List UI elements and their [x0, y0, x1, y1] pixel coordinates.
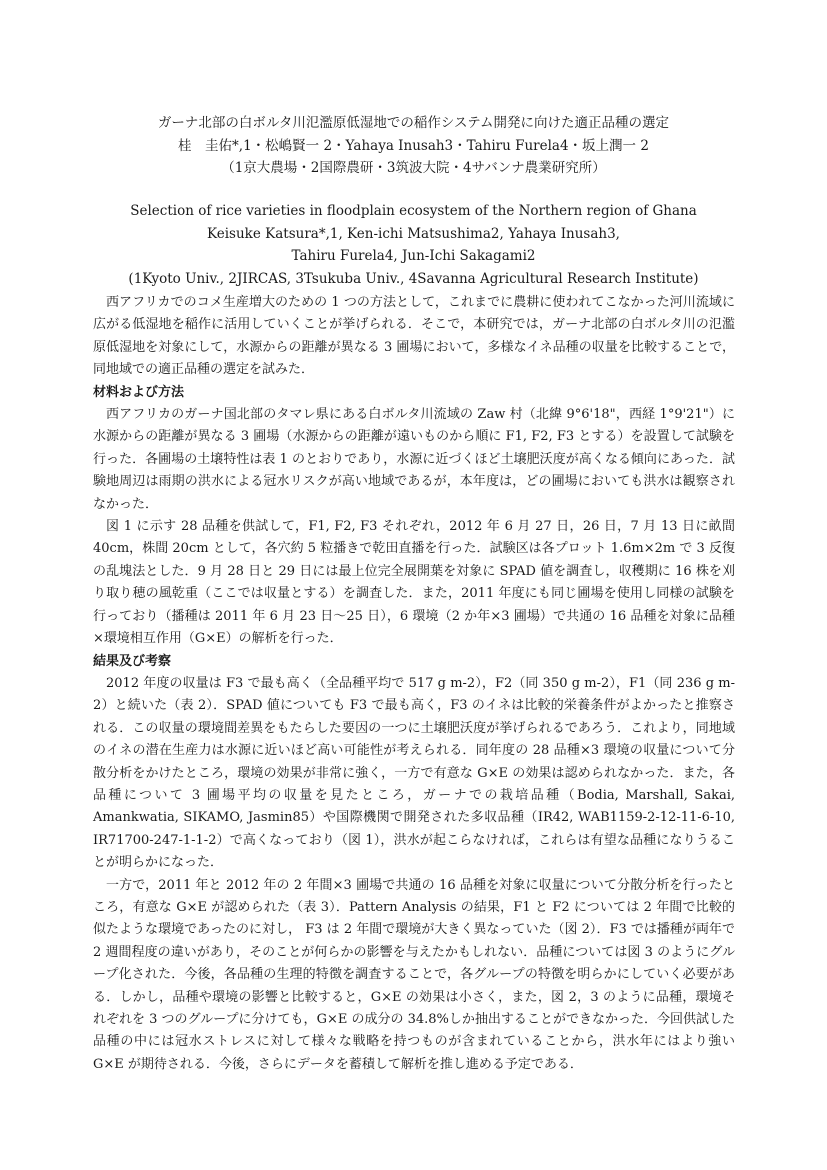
japanese-header: [0, 112, 827, 180]
japanese-title: ガーナ北部の白ボルタ川氾濫原低湿地での稲作システム開発に向けた適正品種の選定: [157, 115, 670, 131]
paper-body: [93, 292, 735, 1076]
english-title: Selection of rice varieties in floodplain ecosystem of the Northern region of Ghana: [130, 203, 697, 219]
japanese-affiliations: （1京大農場・2国際農研・3筑波大院・4サバンナ農業研究所）: [221, 160, 606, 176]
results-heading: 結果及び考察: [93, 653, 172, 669]
intro-paragraph: 西アフリカでのコメ生産増大のための 1 つの方法として，これまでに農耕に使われてこなかった河川流域に広がる低湿地を稲作に活用していくことが挙げられる．そこで，本研究では，ガーナ北部の白ボルタ川の氾濫原低湿地を対象にして，水源からの距離が異なる 3 圃場において，多様なイネ品種の収量を比較することで，同地域での適正品種の選定を試みた．: [93, 295, 735, 378]
methods-paragraph-2: 図 1 に示す 28 品種を供試して，F1, F2, F3 それぞれ，2012 年 6 月 27 日，26 日，7 月 13 日に畝間 40cm，株間 20cm として，各穴約 5 粒播きで乾田直播を行った．試験区は各プロット 1.6m×2m で 3 反復の乱塊法とした．9 月 28 日と 29 日には最上位完全展開葉を対象に SPAD 値を調査し，収穫期に 16 株を刈り取り穂の風乾重（ここでは収量とする）を調査した．また，2011 年度にも同じ圃場を使用し同様の試験を行っており（播種は 2011 年 6 月 23 日～25 日），6 環境（2 か年×3 圃場）で共通の 16 品種を対象に品種×環境相互作用（G×E）の解析を行った．: [93, 519, 735, 647]
english-header: [0, 200, 827, 290]
japanese-authors: 桂 圭佑*,1・松嶋賢一 2・Yahaya Inusah3・Tahiru Furela4・坂上潤一 2: [178, 137, 649, 154]
english-affiliations: (1Kyoto Univ., 2JIRCAS, 3Tsukuba Univ., 4Savanna Agricultural Research Institute): [128, 270, 699, 287]
methods-heading: 材料および方法: [93, 384, 185, 400]
english-authors-line-2: Tahiru Furela4, Jun-Ichi Sakagami2: [291, 248, 536, 264]
results-paragraph-1: 2012 年度の収量は F3 で最も高く（全品種平均で 517 g m-2），F2（同 350 g m-2），F1（同 236 g m-2）と続いた（表 2）．SPAD 値についても F3 で最も高く，F3 のイネは比較的栄養条件がよかったと推察される．この収量の環境間差異をもたらした要因の一つに土壌肥沃度が挙げられるであろう．これより，同地域のイネの潜在生産力は水源に近いほど高い可能性が考えられる．同年度の 28 品種×3 環境の収量について分散分析をかけたところ，環境の効果が非常に強く，一方で有意な G×E の効果は認められなかった．また，各品種について 3 圃場平均の収量を見たところ，ガーナでの栽培品種（Bodia, Marshall, Sakai, Amankwatia, SIKAMO, Jasmin85）や国際機関で開発された多収品種（IR42, WAB1159-2-12-11-6-10, IR71700-247-1-1-2）で高くなっており（図 1），洪水が起こらなければ，これらは有望な品種になりうることが明らかになった．: [93, 675, 735, 871]
methods-paragraph-1: 西アフリカのガーナ国北部のタマレ県にある白ボルタ川流域の Zaw 村（北緯 9°6'18"，西経 1°9'21"）に水源からの距離が異なる 3 圃場（水源からの距離が遠いものから順に F1, F2, F3 とする）を設置して試験を行った．各圃場の土壌特性は表 1 のとおりであり，水源に近づくほど土壌肥沃度が高くなる傾向にあった．試験地周辺は雨期の洪水による冠水リスクが高い地域であるが，本年度は，どの圃場においても洪水は観察されなかった．: [93, 407, 736, 512]
english-authors-line-1: Keisuke Katsura*,1, Ken-ichi Matsushima2, Yahaya Inusah3,: [207, 225, 620, 242]
results-paragraph-2: 一方で，2011 年と 2012 年の 2 年間×3 圃場で共通の 16 品種を対象に収量について分散分析を行ったところ，有意な G×E が認められた（表 3）．Pattern Analysis の結果，F1 と F2 については 2 年間で比較的似たような環境であったのに対し， F3 は 2 年間で環境が大きく異なっていた（図 2）．F3 では播種が両年で 2 週間程度の違いがあり，そのことが何らかの影響を与えたかもしれない．品種については図 3 のようにグループ化された．今後，各品種の生理的特徴を調査することで，各グループの特徴を明らかにしていく必要がある．しかし，品種や環境の影響と比較すると，G×E の効果は小さく，また，図 2，3 のように品種，環境それぞれを 3 つのグループに分けても，G×E の成分の 34.8%しか抽出することができなかった．今回供試した品種の中には冠水ストレスに対して様々な戦略を持つものが含まれていることから，洪水年にはより強い G×E が期待される．今後，さらにデータを蓄積して解析を推し進める予定である．: [93, 877, 735, 1072]
